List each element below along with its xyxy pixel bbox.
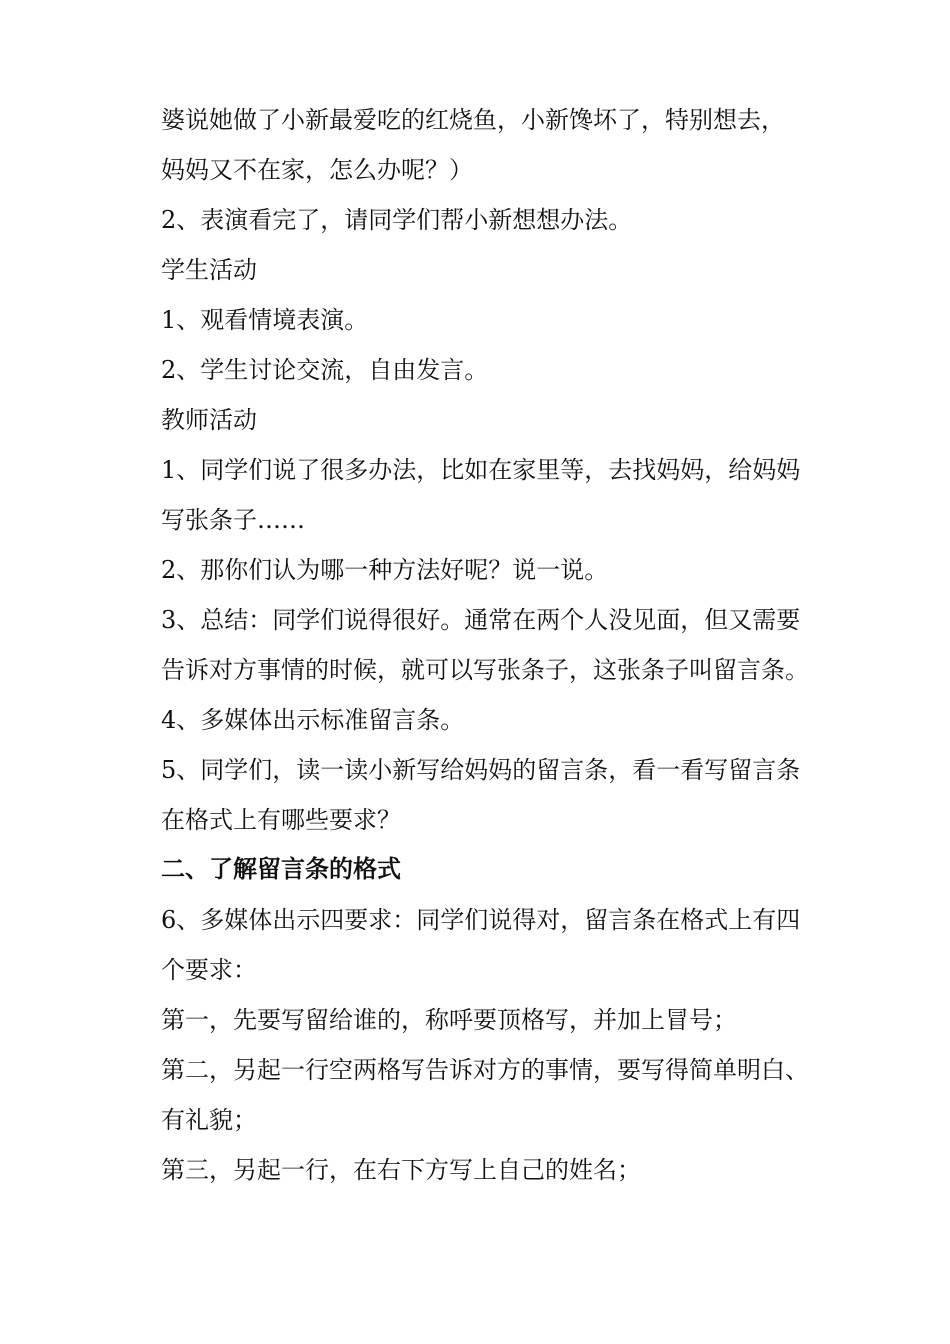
section-label: 学生活动 xyxy=(161,256,257,284)
text-line: 告诉对方事情的时候，就可以写张条子，这张条子叫留言条。 xyxy=(161,656,809,684)
section-label: 教师活动 xyxy=(161,406,257,434)
text-line: 有礼貌； xyxy=(161,1106,257,1134)
text-line: 1、观看情境表演。 xyxy=(161,306,369,334)
text-line: 2、那你们认为哪一种方法好呢？说一说。 xyxy=(161,556,609,584)
text-line: 2、表演看完了，请同学们帮小新想想办法。 xyxy=(161,206,633,234)
text-line: 第一，先要写留给谁的，称呼要顶格写，并加上冒号； xyxy=(161,1006,737,1034)
text-line: 写张条子…… xyxy=(161,506,305,534)
text-line: 4、多媒体出示标准留言条。 xyxy=(161,706,465,734)
text-line: 3、总结：同学们说得很好。通常在两个人没见面，但又需要 xyxy=(161,606,801,634)
text-line: 在格式上有哪些要求？ xyxy=(161,806,401,834)
text-line: 5、同学们，读一读小新写给妈妈的留言条，看一看写留言条 xyxy=(161,756,801,784)
text-line: 6、多媒体出示四要求：同学们说得对，留言条在格式上有四 xyxy=(161,906,801,934)
text-line: 第二，另起一行空两格写告诉对方的事情，要写得简单明白、 xyxy=(161,1056,809,1084)
text-line: 婆说她做了小新最爱吃的红烧鱼，小新馋坏了，特别想去， xyxy=(161,106,785,134)
section-heading: 二、了解留言条的格式 xyxy=(161,855,401,883)
text-line: 2、学生讨论交流，自由发言。 xyxy=(161,356,489,384)
text-line: 妈妈又不在家，怎么办呢？） xyxy=(161,156,473,184)
text-line: 1、同学们说了很多办法，比如在家里等，去找妈妈，给妈妈 xyxy=(161,456,801,484)
text-line: 个要求： xyxy=(161,956,257,984)
text-line: 第三，另起一行，在右下方写上自己的姓名； xyxy=(161,1156,641,1184)
